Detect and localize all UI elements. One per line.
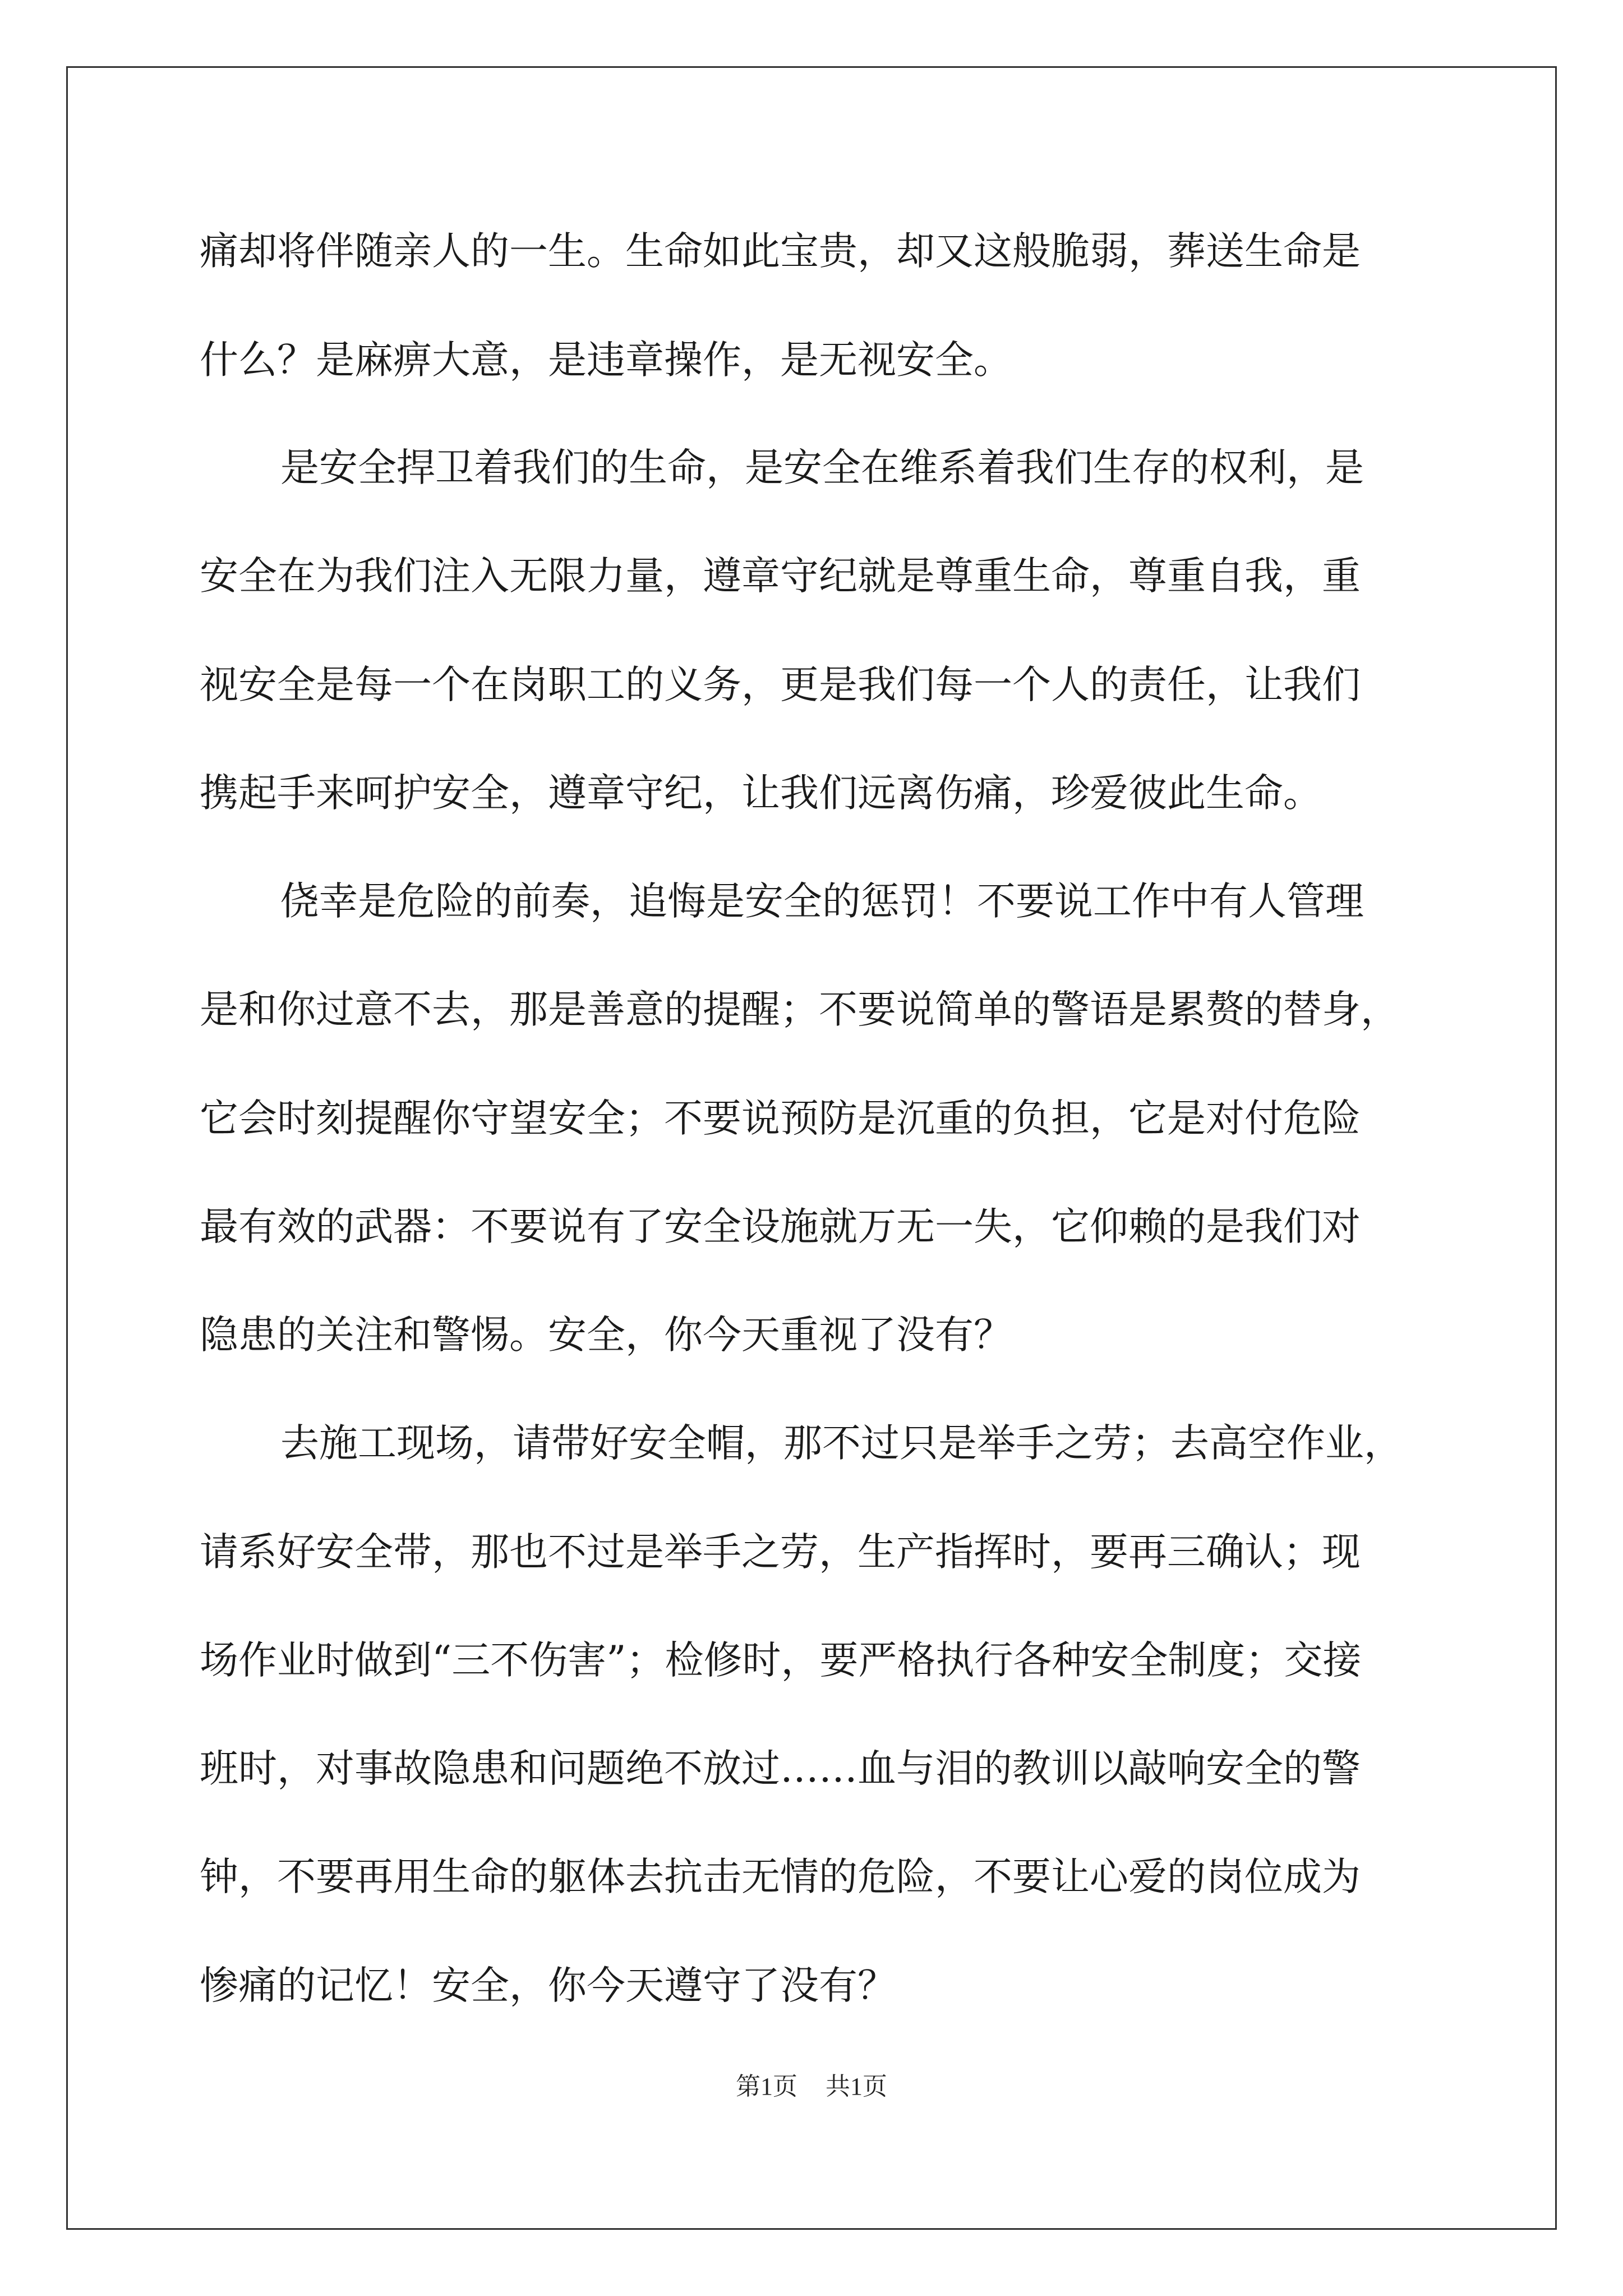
text-line: 请系好安全带，那也不过是举手之劳，生产指挥时，要再三确认；现 bbox=[200, 1530, 1361, 1575]
paragraph-first-line: 侥幸是危险的前奏，追悔是安全的惩罚！不要说工作中有人管理 bbox=[280, 879, 1364, 924]
text-line: 隐患的关注和警惕。安全，你今天重视了没有？ bbox=[200, 1313, 1012, 1358]
text-line: 最有效的武器：不要说有了安全设施就万无一失，它仰赖的是我们对 bbox=[200, 1204, 1361, 1249]
text-line: 它会时刻提醒你守望安全；不要说预防是沉重的负担，它是对付危险 bbox=[200, 1096, 1361, 1141]
text-line: 钟，不要再用生命的躯体去抗击无情的危险，不要让心爱的岗位成为 bbox=[200, 1855, 1361, 1899]
text-line: 视安全是每一个在岗职工的义务，更是我们每一个人的责任，让我们 bbox=[200, 662, 1361, 707]
text-line: 什么？是麻痹大意，是违章操作，是无视安全。 bbox=[200, 338, 1012, 383]
text-line: 安全在为我们注入无限力量，遵章守纪就是尊重生命，尊重自我，重 bbox=[200, 554, 1361, 599]
page-number-current: 第1页 bbox=[736, 2073, 797, 2100]
paragraph-first-line: 是安全捍卫着我们的生命，是安全在维系着我们生存的权利，是 bbox=[280, 445, 1364, 490]
page-footer bbox=[0, 2070, 1623, 2104]
text-line: 惨痛的记忆！安全，你今天遵守了没有？ bbox=[200, 1963, 896, 2008]
page-number-total: 共1页 bbox=[826, 2073, 887, 2100]
text-line: 携起手来呵护安全，遵章守纪，让我们远离伤痛，珍爱彼此生命。 bbox=[200, 771, 1322, 816]
text-line: 场作业时做到“三不伤害”；检修时，要严格执行各种安全制度；交接 bbox=[200, 1638, 1362, 1683]
text-line: 痛却将伴随亲人的一生。生命如此宝贵，却又这般脆弱，葬送生命是 bbox=[200, 229, 1361, 274]
paragraph-first-line: 去施工现场，请带好安全帽，那不过只是举手之劳；去高空作业， bbox=[280, 1421, 1403, 1466]
page-border bbox=[66, 66, 1557, 2230]
text-line: 班时，对事故隐患和问题绝不放过……血与泪的教训以敲响安全的警 bbox=[200, 1746, 1361, 1791]
text-line: 是和你过意不去，那是善意的提醒；不要说简单的警语是累赘的替身， bbox=[200, 987, 1399, 1032]
